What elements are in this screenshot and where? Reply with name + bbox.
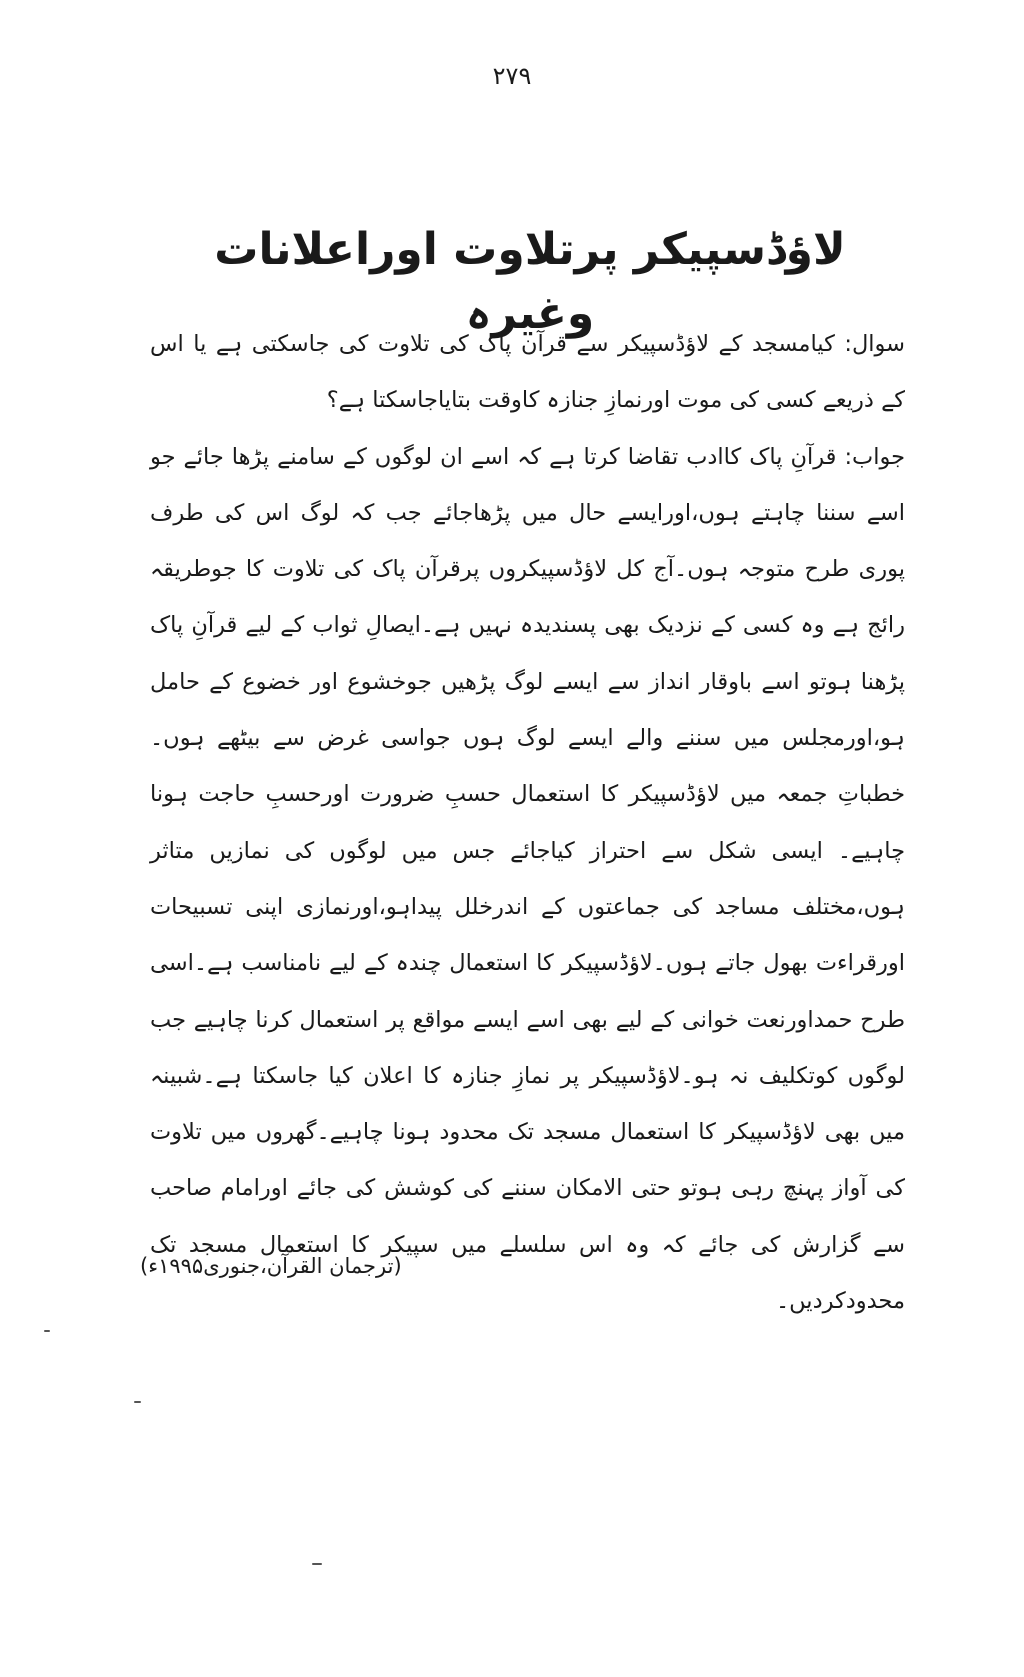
question-paragraph bbox=[150, 316, 905, 429]
article-body bbox=[150, 316, 905, 1329]
question-label: سوال: bbox=[844, 331, 906, 357]
page-title: لاؤڈسپیکر پرتلاوت اوراعلانات وغیرہ bbox=[214, 224, 846, 339]
answer-text: قرآنِ پاک کاادب تقاضا کرتا ہے کہ اسے ان لوگوں کے سامنے پڑھا جائے جو اسے سننا چاہتے ہوں،اورایسے حال میں پڑھاجائے جب کہ لوگ اس کی طرف پوری طرح متوجہ ہوں۔آج کل لاؤڈسپیکروں پرقرآن پاک کی تلاوت کا جوطریقہ رائج ہے وہ کسی کے نزدیک بھی پسندیدہ نہیں ہے۔ایصالِ ثواب کے لیے قرآنِ پاک پڑھنا ہوتو اسے باوقار انداز سے ایسے لوگ پڑھیں جوخشوع اور خضوع کے حامل ہو،اورمجلس میں سننے والے ایسے لوگ ہوں جواسی غرض سے بیٹھے ہوں۔خطباتِ جمعہ میں لاؤڈسپیکر کا استعمال حسبِ ضرورت اورحسبِ حاجت ہونا چاہیے۔ ایسی شکل سے احتراز کیاجائے جس میں لوگوں کی نمازیں متاثر ہوں،مختلف مساجد کی جماعتوں کے اندرخلل پیداہو،اورنمازی اپنی تسبیحات اورقراءت بھول جاتے ہوں۔لاؤڈسپیکر کا استعمال چندہ کے لیے نامناسب ہے۔اسی طرح حمداورنعت خوانی کے لیے بھی اسے ایسے مواقع پر استعمال کرنا چاہیے جب لوگوں کوتکلیف نہ ہو۔لاؤڈسپیکر پر نمازِ جنازہ کا اعلان کیا جاسکتا ہے۔شبینہ میں بھی لاؤڈسپیکر کا استعمال مسجد تک محدود ہونا چاہیے۔گھروں میں تلاوت کی آواز پہنچ رہی ہوتو حتی الامکان سننے کی کوشش کی جائے اورامام صاحب سے گزارش کی جائے کہ وہ اس سلسلے میں سپیکر کا استعمال مسجد تک محدودکردیں۔ bbox=[150, 443, 905, 1315]
source-citation: (ترجمان القرآن،جنوری۱۹۹۵ء) bbox=[140, 1254, 402, 1278]
answer-label: جواب: bbox=[844, 443, 906, 470]
scan-speck bbox=[134, 1401, 141, 1403]
scan-speck bbox=[44, 1330, 50, 1332]
answer-paragraph bbox=[150, 429, 905, 1330]
scan-speck bbox=[312, 1563, 322, 1565]
page-number: ۲۷۹ bbox=[492, 62, 532, 90]
question-text: کیامسجد کے لاؤڈسپیکر سے قرآن پاک کی تلاوت کی جاسکتی ہے یا اس کے ذریعے کسی کی موت اورنمازِ جنازہ کاوقت بتایاجاسکتا ہے؟ bbox=[150, 331, 905, 414]
